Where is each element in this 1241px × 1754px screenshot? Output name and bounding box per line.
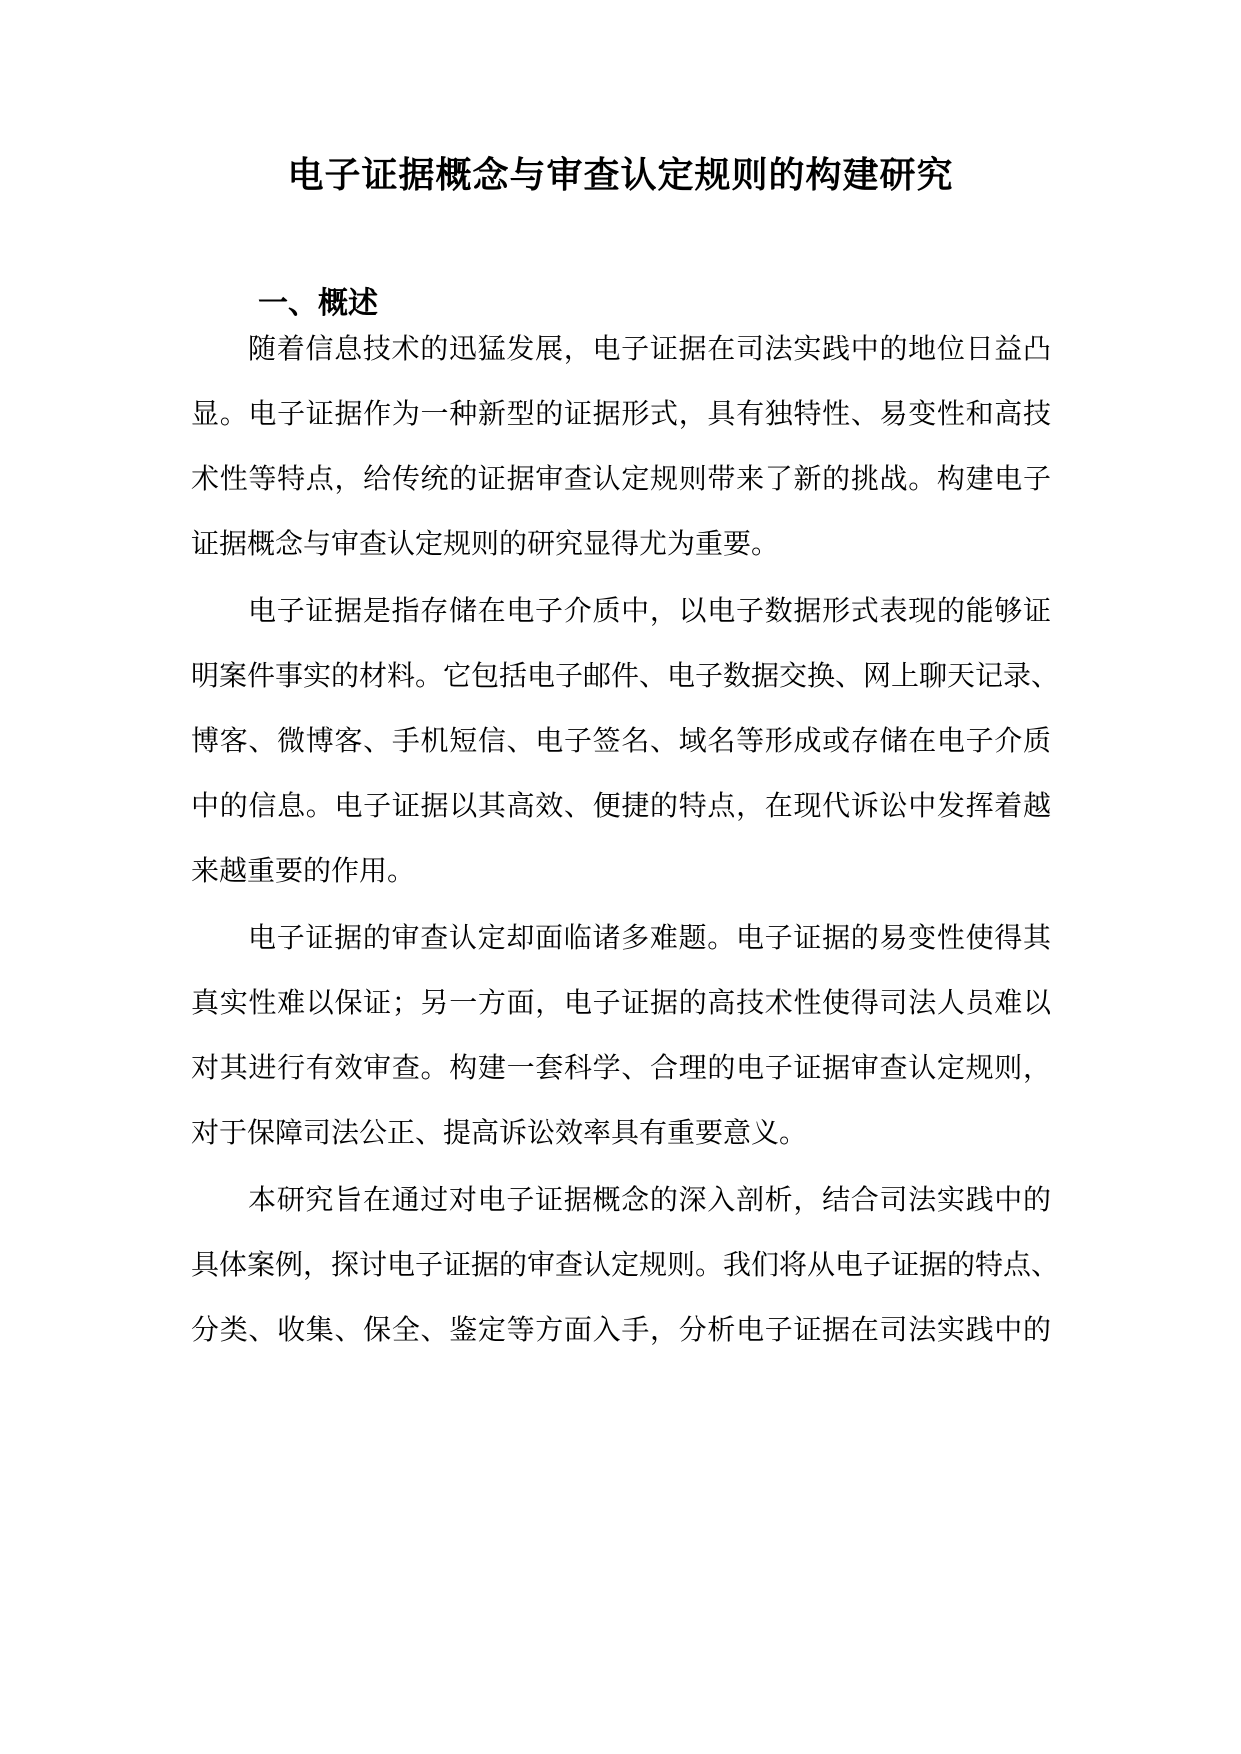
paragraph-line: 证据概念与审查认定规则的研究显得尤为重要。 [191, 527, 780, 560]
paragraph-line: 术性等特点，给传统的证据审查认定规则带来了新的挑战。构建电子 [191, 462, 1051, 495]
paragraph-line: 明案件事实的材料。它包括电子邮件、电子数据交换、网上聊天记录、 [191, 659, 1060, 692]
paragraph-line: 中的信息。电子证据以其高效、便捷的特点，在现代诉讼中发挥着越 [191, 789, 1051, 822]
paragraph-line: 随着信息技术的迅猛发展，电子证据在司法实践中的地位日益凸 [248, 332, 1051, 365]
paragraph-line: 博客、微博客、手机短信、电子签名、域名等形成或存储在电子介质 [191, 724, 1051, 757]
section-heading: 一、概述 [258, 286, 378, 321]
document-title: 电子证据概念与审查认定规则的构建研究 [287, 154, 954, 196]
paragraph-line: 本研究旨在通过对电子证据概念的深入剖析，结合司法实践中的 [248, 1183, 1051, 1216]
paragraph-line: 真实性难以保证；另一方面，电子证据的高技术性使得司法人员难以 [191, 986, 1051, 1019]
paragraph-line: 分类、收集、保全、鉴定等方面入手，分析电子证据在司法实践中的 [191, 1313, 1051, 1346]
paragraph-line: 具体案例，探讨电子证据的审查认定规则。我们将从电子证据的特点、 [191, 1248, 1060, 1281]
paragraph-line: 对于保障司法公正、提高诉讼效率具有重要意义。 [191, 1116, 808, 1149]
paragraph-line: 来越重要的作用。 [191, 854, 416, 887]
paragraph-line: 电子证据是指存储在电子介质中，以电子数据形式表现的能够证 [248, 594, 1051, 627]
paragraph-line: 电子证据的审查认定却面临诸多难题。电子证据的易变性使得其 [248, 921, 1051, 954]
paragraph-line: 对其进行有效审查。构建一套科学、合理的电子证据审查认定规则， [191, 1051, 1051, 1084]
paragraph-line: 显。电子证据作为一种新型的证据形式，具有独特性、易变性和高技 [191, 397, 1051, 430]
